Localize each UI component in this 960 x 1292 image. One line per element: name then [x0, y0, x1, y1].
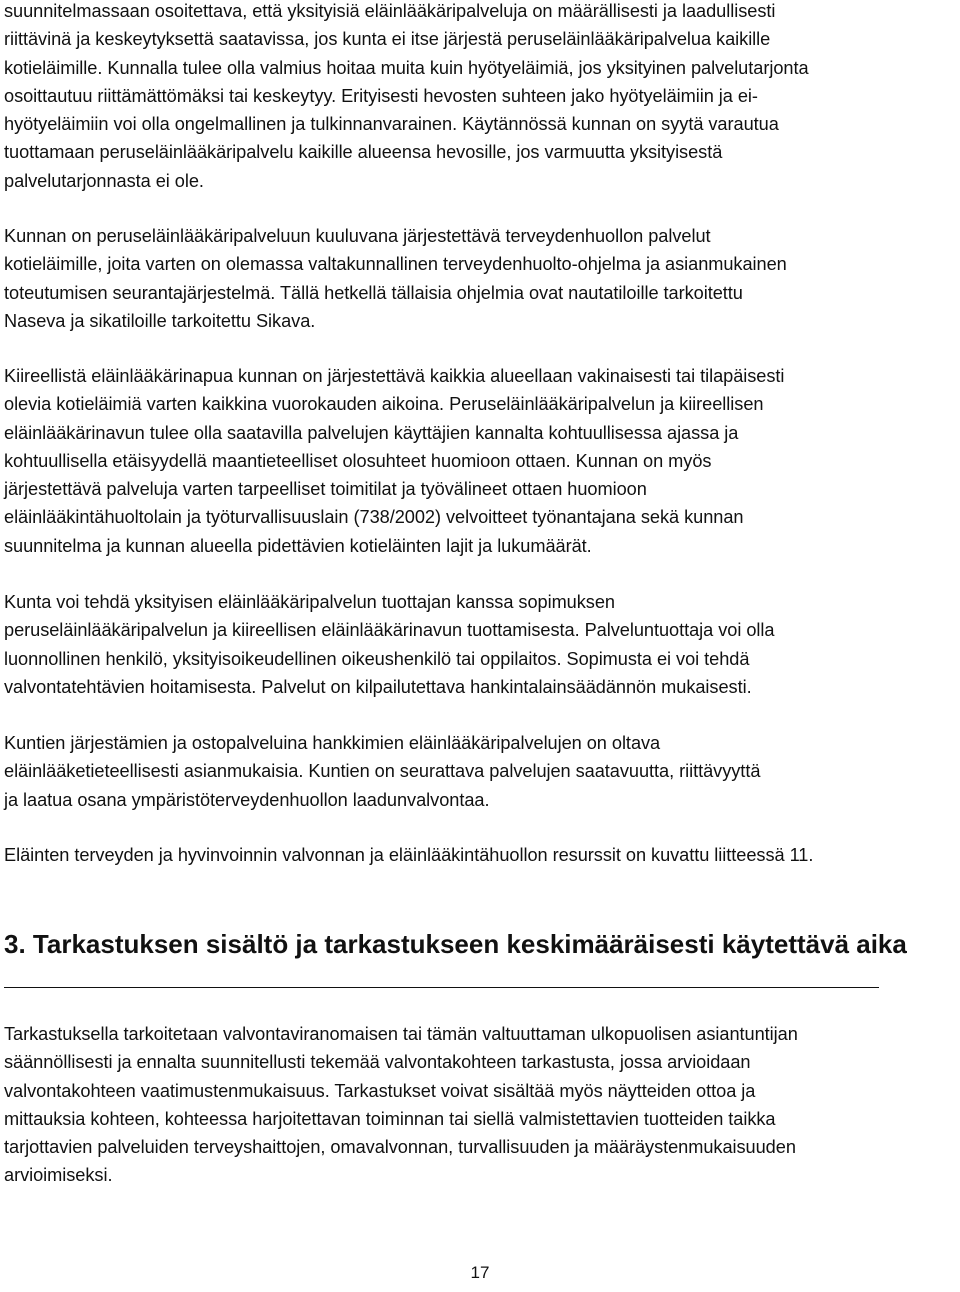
- text-line: peruseläinlääkäripalvelun ja kiireellisen eläinlääkärinavun tuottamisesta. Palveluntuottaja voi olla: [4, 620, 775, 641]
- paragraph-service-quality: [4, 729, 958, 814]
- text-line: hyötyeläimiin voi olla ongelmallinen ja tulkinnanvarainen. Käytännössä kunnan on syytä varautua: [4, 114, 779, 135]
- text-line: ja laatua osana ympäristöterveydenhuollon laadunvalvontaa.: [4, 789, 490, 810]
- text-line: Naseva ja sikatiloille tarkoitettu Sikava.: [4, 310, 316, 331]
- text-line: järjestettävä palveluja varten tarpeelliset toimitilat ja työvälineet ottaen huomioon: [4, 479, 647, 500]
- paragraph-emergency-care: [4, 362, 958, 560]
- text-line: eläinlääkärinavun tulee olla saatavilla palvelujen käyttäjien kannalta kohtuullisessa ajassa ja: [4, 422, 739, 443]
- paragraph-resources-reference: [4, 841, 958, 869]
- text-line: Kunta voi tehdä yksityisen eläinlääkäripalvelun tuottajan kanssa sopimuksen: [4, 592, 615, 612]
- text-line: kotieläimille, joita varten on olemassa valtakunnallinen terveydenhuolto-ohjelma ja asianmukainen: [4, 254, 787, 275]
- text-line: tarjottavien palveluiden terveyshaittojen, omavalvonnan, turvallisuuden ja määräystenmukaisuuden: [4, 1137, 796, 1158]
- text-line: osoittautuu riittämättömäksi tai keskeytyy. Erityisesti hevosten suhteen jako hyötyeläimiin ja ei-: [4, 85, 758, 106]
- text-line: säännöllisesti ja ennalta suunnitellusti tekemää valvontakohteen tarkastusta, jossa arvioidaan: [4, 1052, 751, 1073]
- paragraph-municipal-obligation: [4, 0, 958, 195]
- text-line: suunnitelmassaan osoitettava, että yksityisiä eläinlääkäripalveluja on määrällisesti ja laadullisesti: [4, 1, 776, 21]
- page-number: 17: [470, 1263, 490, 1282]
- section-heading: 3. Tarkastuksen sisältö ja tarkastukseen keskimääräisesti käytettävä aika: [4, 929, 907, 959]
- text-line: toteutumisen seurantajärjestelmä. Tällä hetkellä tällaisia ohjelmia ovat nautatiloille tarkoitettu: [4, 282, 743, 303]
- text-line: eläinlääkintähuoltolain ja työturvallisuuslain (738/2002) velvoitteet työnantajana sekä kunnan: [4, 507, 744, 528]
- heading-underline-rule: [4, 987, 879, 988]
- text-line: kotieläimille. Kunnalla tulee olla valmius hoitaa muita kuin hyötyeläimiä, jos yksityinen palvelutarjonta: [4, 57, 809, 78]
- text-line: olevia kotieläimiä varten kaikkina vuorokauden aikoina. Peruseläinlääkäripalvelun ja kiireellisen: [4, 394, 764, 415]
- text-line: valvontatehtävien hoitamisesta. Palvelut on kilpailutettava hankintalainsäädännön mukaisesti.: [4, 676, 752, 697]
- text-line: Kunnan on peruseläinlääkäripalveluun kuuluvana järjestettävä terveydenhuollon palvelut: [4, 226, 711, 246]
- paragraph-private-provider-agreement: [4, 588, 958, 701]
- text-line: luonnollinen henkilö, yksityisoikeudellinen oikeushenkilö tai oppilaitos. Sopimusta ei voi tehdä: [4, 648, 750, 669]
- text-line: eläinlääketieteellisesti asianmukaisia. Kuntien on seurattava palvelujen saatavuutta, riittävyyttä: [4, 761, 761, 782]
- text-line: mittauksia kohteen, kohteessa harjoitettavan toiminnan tai siellä valmistettavien tuotteiden taikka: [4, 1108, 776, 1129]
- text-line: Kuntien järjestämien ja ostopalveluina hankkimien eläinlääkäripalvelujen on oltava: [4, 733, 661, 753]
- text-line: tuottamaan peruseläinlääkäripalvelu kaikille alueensa hevosille, jos varmuutta yksityisestä: [4, 142, 723, 163]
- text-line: kohtuullisella etäisyydellä maantieteelliset olosuhteet huomioon ottaen. Kunnan on myös: [4, 450, 712, 471]
- text-line: valvontakohteen vaatimustenmukaisuus. Tarkastukset voivat sisältää myös näytteiden ottoa ja: [4, 1080, 756, 1101]
- text-line: riittävinä ja keskeytyksettä saatavissa, jos kunta ei itse järjestä peruseläinlääkäripalvelua kaikille: [4, 29, 771, 50]
- text-line: Tarkastuksella tarkoitetaan valvontaviranomaisen tai tämän valtuuttaman ulkopuolisen asiantuntijan: [4, 1024, 798, 1044]
- paragraph-health-care-services: [4, 222, 958, 335]
- text-line: suunnitelma ja kunnan alueella pidettävien kotieläinten lajit ja lukumäärät.: [4, 535, 592, 556]
- text-line: Kiireellistä eläinlääkärinapua kunnan on järjestettävä kaikkia alueellaan vakinaisesti tai tilapäisesti: [4, 366, 785, 386]
- text-line: Eläinten terveyden ja hyvinvoinnin valvonnan ja eläinlääkintähuollon resurssit on kuvattu liitteessä 11.: [4, 845, 814, 865]
- paragraph-inspection-definition: [4, 1020, 958, 1190]
- text-line: palvelutarjonnasta ei ole.: [4, 170, 204, 191]
- text-line: arvioimiseksi.: [4, 1165, 113, 1186]
